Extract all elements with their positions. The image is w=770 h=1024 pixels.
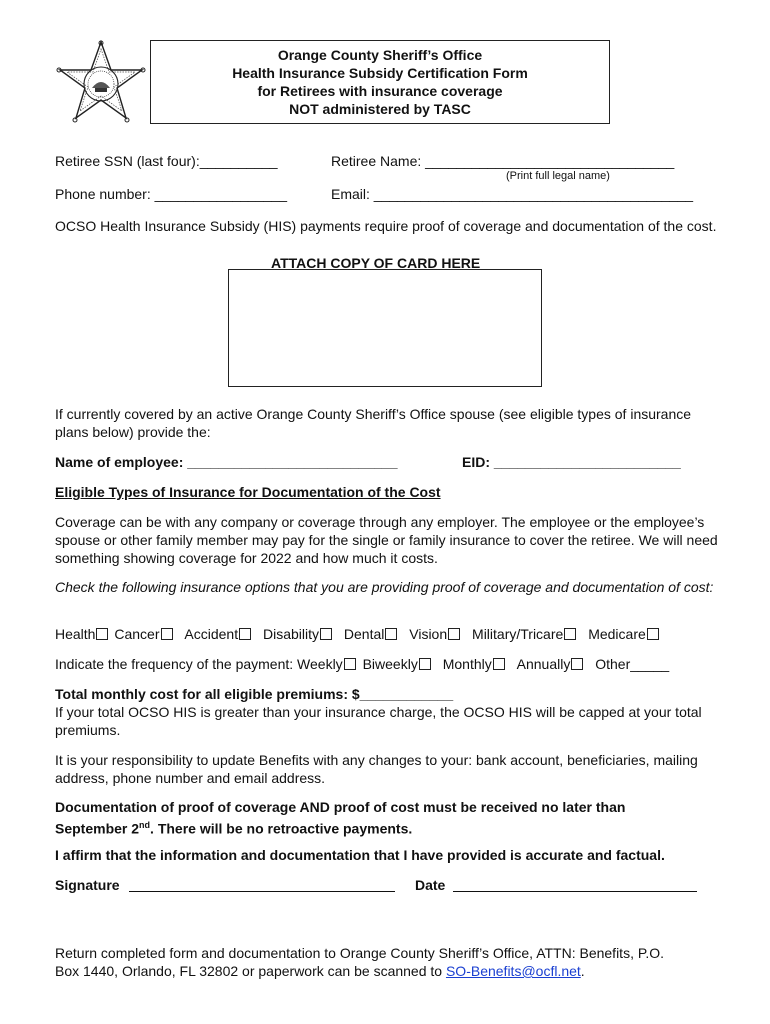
employee-eid-field[interactable]: EID: ________________________ [462, 454, 681, 470]
option-dental-checkbox[interactable] [385, 628, 397, 640]
cap-text: If your total OCSO HIS is greater than your insurance charge, the OCSO HIS will be capped at your total premiums. [55, 704, 702, 738]
deadline-line-2 [55, 816, 412, 838]
deadline-date-suffix: nd [139, 820, 151, 830]
signature-label: Signature [55, 877, 120, 893]
option-vision-checkbox[interactable] [448, 628, 460, 640]
spouse-coverage-text: If currently covered by an active Orange County Sheriff’s Office spouse (see eligible types of insurance plans below) provide the: [55, 406, 692, 440]
option-cancer-checkbox[interactable] [161, 628, 173, 640]
payment-frequency-row [55, 655, 755, 673]
return-period: . [580, 963, 585, 979]
intro-text: OCSO Health Insurance Subsidy (HIS) payments require proof of coverage and documentation of the cost. [55, 218, 717, 234]
retiree-name-field[interactable]: Retiree Name: ________________________________ [331, 153, 675, 169]
attach-card-label: ATTACH COPY OF CARD HERE [271, 255, 481, 271]
responsibility-text: It is your responsibility to update Benefits with any changes to your: bank account, beneficiaries, mailing address, phone number and email address. [55, 752, 698, 786]
option-medicare-checkbox[interactable] [647, 628, 659, 640]
phone-number-field[interactable]: Phone number: _________________ [55, 186, 287, 202]
frequency-monthly-label: Monthly [442, 656, 492, 672]
option-health-checkbox[interactable] [96, 628, 108, 640]
signature-line[interactable] [129, 877, 395, 892]
option-accident-checkbox[interactable] [239, 628, 251, 640]
option-military-tricare-label: Military/Tricare [472, 626, 564, 642]
date-label: Date [415, 877, 446, 893]
date-field[interactable] [415, 876, 697, 894]
frequency-monthly-checkbox[interactable] [493, 658, 505, 670]
date-line[interactable] [453, 877, 697, 892]
frequency-biweekly-label: Biweekly [362, 656, 418, 672]
check-instruction: Check the following insurance options that you are providing proof of coverage and documentation of cost: [55, 579, 714, 595]
frequency-annually-label: Annually [516, 656, 571, 672]
title-line-3: for Retirees with insurance coverage [257, 83, 503, 99]
title-line-2: Health Insurance Subsidy Certification Form [232, 65, 528, 81]
frequency-weekly-label: Indicate the frequency of the payment: Weekly [55, 656, 343, 672]
option-vision-label: Vision [409, 626, 448, 642]
option-health-label: Health [55, 626, 96, 642]
option-cancer-label: Cancer [114, 626, 160, 642]
return-instructions-line-1: Return completed form and documentation to Orange County Sheriff’s Office, ATTN: Benefits, P.O. [55, 945, 665, 961]
option-disability-label: Disability [262, 626, 319, 642]
option-medicare-label: Medicare [588, 626, 646, 642]
frequency-biweekly-checkbox[interactable] [419, 658, 431, 670]
sheriff-star-seal [56, 40, 146, 126]
retiree-ssn-field[interactable]: Retiree SSN (last four):__________ [55, 153, 278, 169]
coverage-text: Coverage can be with any company or coverage through any employer. The employee or the employee’s spouse or other family member may pay for the single or family insurance to cover the retiree. We will need something showing coverage for 2022 and how much it costs. [55, 514, 718, 566]
frequency-annually-checkbox[interactable] [571, 658, 583, 670]
card-attachment-box[interactable] [228, 269, 542, 387]
return-address: Box 1440, Orlando, FL 32802 or paperwork can be scanned to [55, 963, 446, 979]
insurance-options-row [55, 625, 745, 643]
deadline-date: September 2 [55, 820, 140, 837]
benefits-email-link[interactable]: SO-Benefits@ocfl.net [445, 963, 581, 979]
employee-name-field[interactable]: Name of employee: ___________________________ [55, 454, 398, 470]
total-monthly-cost-field[interactable]: Total monthly cost for all eligible premiums: $____________ [55, 686, 454, 702]
deadline-line-1: Documentation of proof of coverage AND proof of cost must be received no later than [55, 799, 626, 815]
option-dental-label: Dental [343, 626, 385, 642]
eligible-types-heading: Eligible Types of Insurance for Documentation of the Cost [55, 484, 441, 500]
deadline-no-retroactive: . There will be no retroactive payments. [150, 820, 413, 837]
title-line-1: Orange County Sheriff’s Office [277, 47, 483, 63]
option-military-tricare-checkbox[interactable] [564, 628, 576, 640]
affirmation-text: I affirm that the information and documentation that I have provided is accurate and factual. [55, 847, 665, 863]
print-name-hint: (Print full legal name) [506, 170, 610, 182]
frequency-other-field[interactable]: Other_____ [595, 656, 670, 672]
form-title-box [150, 40, 610, 124]
signature-field[interactable] [55, 876, 395, 894]
title-line-4: NOT administered by TASC [289, 101, 471, 117]
option-accident-label: Accident [184, 626, 239, 642]
option-disability-checkbox[interactable] [320, 628, 332, 640]
return-instructions-line-2 [55, 962, 585, 980]
email-field[interactable]: Email: _________________________________________ [331, 186, 694, 202]
frequency-weekly-checkbox[interactable] [344, 658, 356, 670]
